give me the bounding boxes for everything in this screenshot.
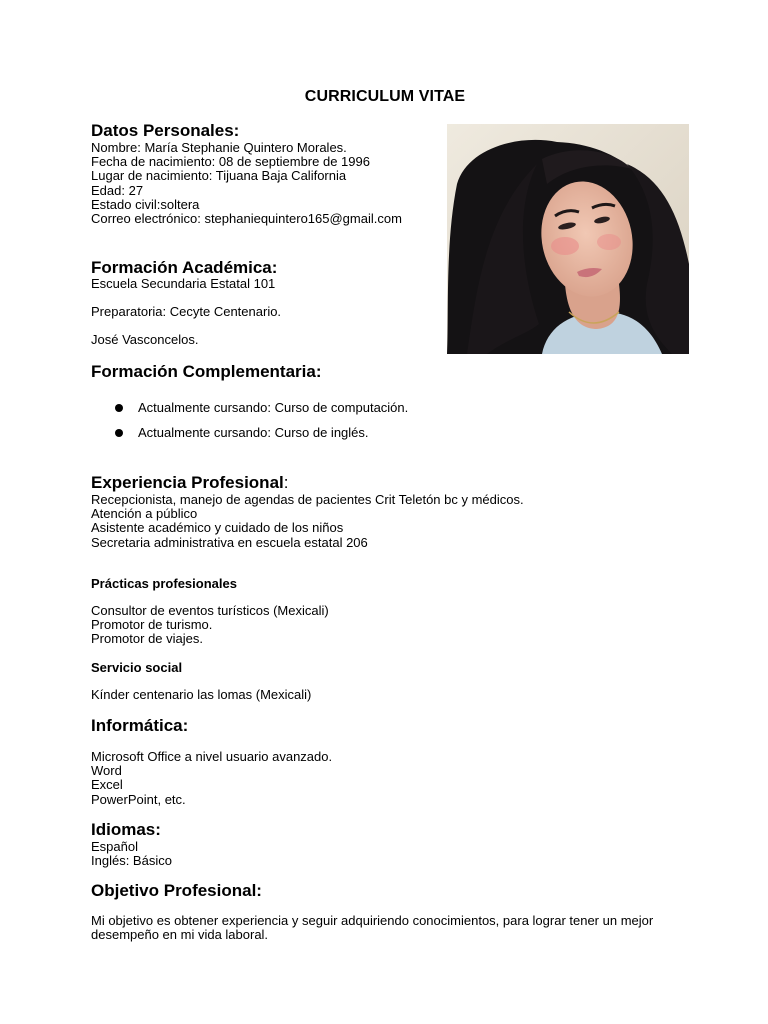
languages-heading: Idiomas: (91, 820, 161, 839)
social-service-heading: Servicio social (91, 660, 183, 675)
practices-line: Consultor de eventos turísticos (Mexicali) (91, 603, 329, 618)
profile-photo (447, 124, 689, 354)
academic-item: Escuela Secundaria Estatal 101 (91, 276, 276, 291)
languages-line: Inglés: Básico (91, 853, 172, 869)
languages-line: Español (91, 839, 138, 854)
complementary-bullet (115, 426, 369, 440)
it-list (91, 750, 691, 807)
experience-line: Atención a público (91, 506, 198, 522)
practices-line: Promotor de turismo. (91, 617, 213, 633)
personal-birthdate: Fecha de nacimiento: 08 de septiembre de 1996 (91, 154, 370, 170)
practices-line: Promotor de viajes. (91, 631, 203, 647)
academic-section (91, 258, 691, 278)
academic-item: Preparatoria: Cecyte Centenario. (91, 304, 282, 319)
document-title: CURRICULUM VITAE (304, 88, 466, 105)
it-line: Word (91, 763, 122, 779)
experience-section (91, 473, 691, 550)
personal-name: Nombre: María Stephanie Quintero Morales. (91, 140, 347, 155)
languages-section (91, 820, 691, 868)
objective-line: desempeño en mi vida laboral. (91, 927, 269, 943)
complementary-bullet-text: Actualmente cursando: Curso de computación. (138, 400, 409, 415)
academic-heading: Formación Académica: (91, 258, 278, 277)
complementary-section (91, 362, 691, 382)
bullet-icon (115, 404, 123, 412)
objective-line: Mi objetivo es obtener experiencia y seguir adquiriendo conocimientos, para lograr tener un mejor (91, 913, 654, 928)
experience-line: Asistente académico y cuidado de los niños (91, 520, 344, 536)
personal-data-heading: Datos Personales: (91, 121, 240, 140)
portrait-photo-icon (447, 124, 689, 354)
bullet-icon (115, 429, 123, 437)
personal-email: Correo electrónico: stephaniequintero165@gmail.com (91, 211, 402, 227)
complementary-bullet-text: Actualmente cursando: Curso de inglés. (138, 425, 369, 440)
it-line: PowerPoint, etc. (91, 791, 186, 807)
objective-heading: Objetivo Profesional: (91, 881, 262, 900)
it-heading: Informática: (91, 716, 189, 735)
it-section (91, 716, 691, 736)
experience-line: Recepcionista, manejo de agendas de pacientes Crit Teletón bc y médicos. (91, 492, 524, 507)
practices-list (91, 604, 691, 647)
experience-heading-text: Experiencia Profesional (91, 473, 284, 492)
experience-line: Secretaria administrativa en escuela estatal 206 (91, 534, 368, 550)
personal-age: Edad: 27 (91, 182, 144, 198)
personal-birthplace: Lugar de nacimiento: Tijuana Baja California (91, 168, 347, 184)
social-service-line: Kínder centenario las lomas (Mexicali) (91, 687, 312, 702)
experience-heading (91, 473, 691, 493)
it-line: Microsoft Office a nivel usuario avanzado. (91, 749, 333, 764)
practices-heading: Prácticas profesionales (91, 576, 237, 591)
complementary-bullet (115, 401, 408, 415)
experience-heading-colon: : (283, 473, 289, 492)
academic-item: José Vasconcelos. (91, 332, 199, 347)
personal-civil-status: Estado civil:soltera (91, 196, 200, 212)
objective-section (91, 881, 691, 901)
objective-text (91, 914, 691, 942)
it-line: Excel (91, 777, 123, 793)
complementary-heading: Formación Complementaria: (91, 362, 322, 381)
